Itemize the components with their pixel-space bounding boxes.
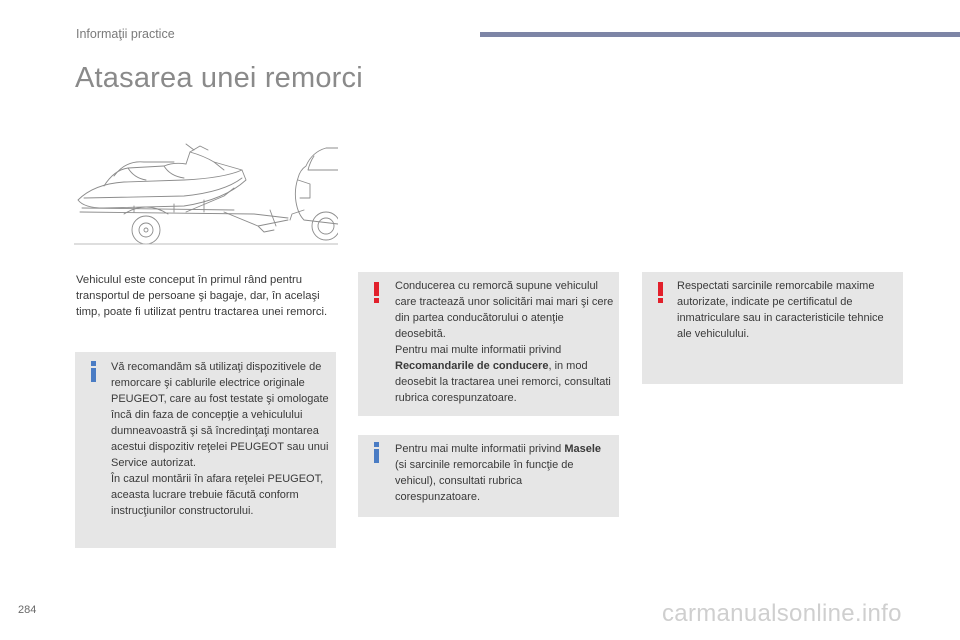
warning-box-driving-text-post: , in mod deosebit la tractarea unei remorci, consultati rubrica corespunzatoare. — [395, 360, 611, 404]
info-box-masses-text-pre: Pentru mai multe informatii privind — [395, 443, 565, 455]
warning-box-driving — [358, 272, 619, 416]
info-box-recommendation-text: Vă recomandăm să utilizaţi dispozitivele de remorcare şi cablurile electrice originale PEUGEOT, care au fost testate şi omologate încă din faza de concepţie a vehiculului dumneavoastră şi să încredinţaţi montarea acestui dispozitiv reţelei PEUGEOT sau unui Service autorizat. — [111, 361, 329, 469]
warning-icon — [655, 282, 665, 304]
warning-box-driving-text-pre: Pentru mai multe informatii privind — [395, 344, 562, 356]
info-icon — [88, 361, 98, 383]
info-icon — [371, 442, 381, 464]
warning-box-driving-text: Conducerea cu remorcă supune vehiculul care tractează unor solicitări mai mari şi cere din partea conducătorului o atenţie deosebită. — [395, 280, 614, 340]
page-number: 284 — [18, 604, 37, 616]
section-label: Informaţii practice — [76, 27, 175, 41]
info-box-masses — [358, 435, 619, 517]
header-bar — [480, 32, 960, 37]
info-box-recommendation — [75, 352, 336, 548]
info-box-recommendation-text-2: În cazul montării în afara reţelei PEUGEOT, aceasta lucrare trebuie făcută conform instrucţiunilor constructorului. — [111, 473, 324, 517]
intro-text: Vehiculul este conceput în primul rând pentru transportul de persoane şi bagaje, dar, în acelaşi timp, poate fi utilizat pentru tractarea unei remorci. — [76, 274, 328, 319]
page-title: Atasarea unei remorci — [75, 62, 363, 94]
boat-trailer-illustration — [74, 140, 338, 250]
warning-box-loads — [642, 272, 903, 384]
masses-term: Masele — [564, 443, 602, 455]
watermark: carmanualsonline.info — [662, 600, 902, 627]
warning-icon — [371, 282, 381, 304]
info-box-masses-text-post: (si sarcinile remorcabile în funcţie de vehicul), consultati rubrica corespunzatoare. — [395, 459, 574, 503]
driving-recommendations-term: Recomandarile de conducere — [395, 360, 549, 372]
warning-box-loads-text: Respectati sarcinile remorcabile maxime autorizate, indicate pe certificatul de inmatriculare sau in caracteristicile tehnice ale vehiculului. — [677, 280, 884, 340]
